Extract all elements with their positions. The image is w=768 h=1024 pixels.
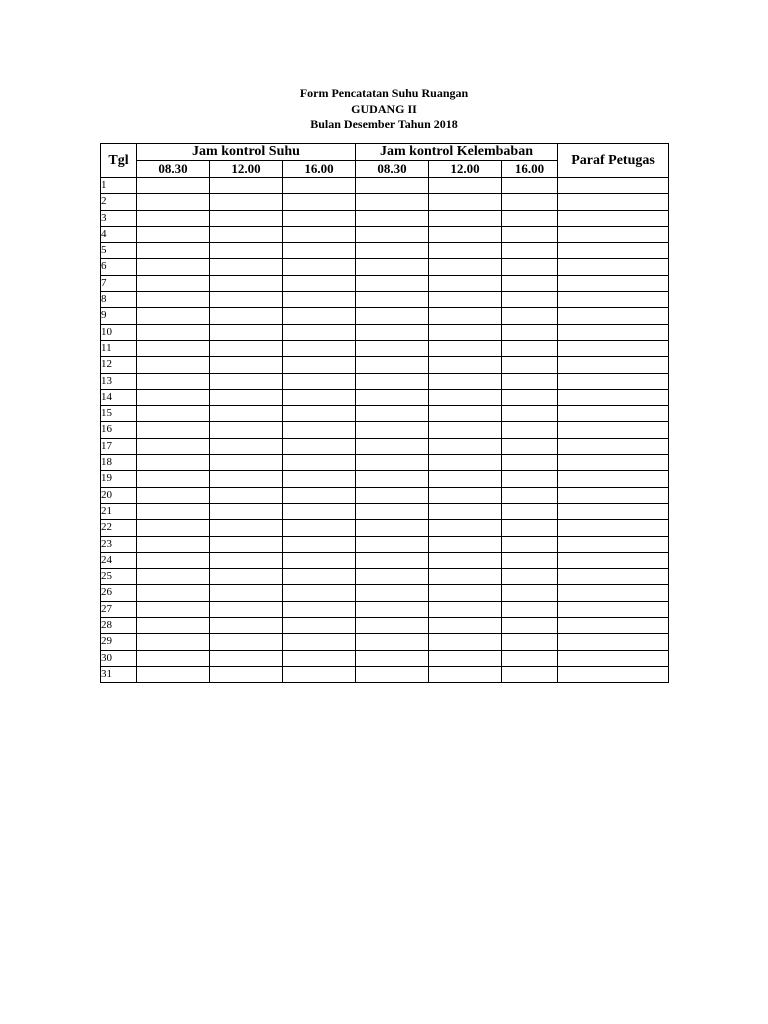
reading-cell xyxy=(502,503,558,519)
reading-cell xyxy=(356,503,429,519)
date-cell: 16 xyxy=(101,422,137,438)
reading-cell xyxy=(356,618,429,634)
reading-cell xyxy=(502,357,558,373)
reading-cell xyxy=(137,650,210,666)
reading-cell xyxy=(210,569,283,585)
reading-cell xyxy=(356,471,429,487)
reading-cell xyxy=(502,178,558,194)
reading-cell xyxy=(137,292,210,308)
reading-cell xyxy=(502,471,558,487)
reading-cell xyxy=(137,259,210,275)
table-row xyxy=(101,324,669,340)
reading-cell xyxy=(429,324,502,340)
reading-cell xyxy=(210,552,283,568)
reading-cell xyxy=(283,340,356,356)
reading-cell xyxy=(283,438,356,454)
reading-cell xyxy=(283,243,356,259)
table-row xyxy=(101,471,669,487)
table-row xyxy=(101,585,669,601)
reading-cell xyxy=(210,585,283,601)
date-cell: 5 xyxy=(101,243,137,259)
reading-cell xyxy=(210,601,283,617)
reading-cell xyxy=(356,487,429,503)
reading-cell xyxy=(502,292,558,308)
reading-cell xyxy=(283,389,356,405)
reading-cell xyxy=(137,666,210,682)
form-title: Form Pencatatan Suhu Ruangan xyxy=(299,86,469,100)
reading-cell xyxy=(502,324,558,340)
reading-cell xyxy=(429,585,502,601)
reading-cell xyxy=(283,552,356,568)
date-cell: 15 xyxy=(101,406,137,422)
reading-cell xyxy=(137,487,210,503)
signature-cell xyxy=(558,194,669,210)
reading-cell xyxy=(429,422,502,438)
reading-cell xyxy=(502,650,558,666)
reading-cell xyxy=(356,226,429,242)
reading-cell xyxy=(356,569,429,585)
reading-cell xyxy=(356,178,429,194)
reading-cell xyxy=(137,210,210,226)
signature-cell xyxy=(558,406,669,422)
reading-cell xyxy=(137,503,210,519)
reading-cell xyxy=(137,455,210,471)
signature-cell xyxy=(558,585,669,601)
reading-cell xyxy=(210,455,283,471)
reading-cell xyxy=(502,618,558,634)
reading-cell xyxy=(429,259,502,275)
reading-cell xyxy=(137,422,210,438)
reading-cell xyxy=(210,210,283,226)
reading-cell xyxy=(283,324,356,340)
reading-cell xyxy=(356,292,429,308)
reading-cell xyxy=(356,308,429,324)
reading-cell xyxy=(137,471,210,487)
reading-cell xyxy=(283,292,356,308)
reading-cell xyxy=(429,275,502,291)
reading-cell xyxy=(502,243,558,259)
table-row xyxy=(101,178,669,194)
reading-cell xyxy=(356,552,429,568)
reading-cell xyxy=(429,194,502,210)
table-row xyxy=(101,601,669,617)
reading-cell xyxy=(210,520,283,536)
reading-cell xyxy=(283,210,356,226)
reading-cell xyxy=(429,520,502,536)
signature-cell xyxy=(558,438,669,454)
reading-cell xyxy=(210,226,283,242)
signature-cell xyxy=(558,618,669,634)
table-row xyxy=(101,357,669,373)
reading-cell xyxy=(356,422,429,438)
reading-cell xyxy=(429,552,502,568)
date-cell: 19 xyxy=(101,471,137,487)
signature-cell xyxy=(558,536,669,552)
date-cell: 11 xyxy=(101,340,137,356)
reading-cell xyxy=(429,340,502,356)
reading-cell xyxy=(502,275,558,291)
date-cell: 22 xyxy=(101,520,137,536)
paraf-column-header: Paraf Petugas xyxy=(558,144,669,178)
table-row xyxy=(101,536,669,552)
reading-cell xyxy=(429,618,502,634)
form-location: GUDANG II xyxy=(351,101,417,116)
date-cell: 25 xyxy=(101,569,137,585)
reading-cell xyxy=(137,634,210,650)
date-cell: 21 xyxy=(101,503,137,519)
table-row xyxy=(101,389,669,405)
reading-cell xyxy=(283,601,356,617)
date-cell: 17 xyxy=(101,438,137,454)
reading-cell xyxy=(137,226,210,242)
reading-cell xyxy=(356,389,429,405)
reading-cell xyxy=(283,666,356,682)
kelembaban-time-header: 16.00 xyxy=(502,161,558,178)
reading-cell xyxy=(356,275,429,291)
table-row xyxy=(101,194,669,210)
table-row xyxy=(101,634,669,650)
table-row xyxy=(101,275,669,291)
date-cell: 14 xyxy=(101,389,137,405)
signature-cell xyxy=(558,373,669,389)
reading-cell xyxy=(283,618,356,634)
reading-cell xyxy=(283,194,356,210)
reading-cell xyxy=(502,634,558,650)
reading-cell xyxy=(356,194,429,210)
date-cell: 6 xyxy=(101,259,137,275)
signature-cell xyxy=(558,650,669,666)
reading-cell xyxy=(283,406,356,422)
date-column-header: Tgl xyxy=(101,144,137,178)
reading-cell xyxy=(137,324,210,340)
suhu-time-header: 16.00 xyxy=(283,161,356,178)
reading-cell xyxy=(356,601,429,617)
date-cell: 20 xyxy=(101,487,137,503)
reading-cell xyxy=(210,373,283,389)
reading-cell xyxy=(210,471,283,487)
reading-cell xyxy=(137,178,210,194)
reading-cell xyxy=(502,438,558,454)
reading-cell xyxy=(210,292,283,308)
table-row xyxy=(101,650,669,666)
reading-cell xyxy=(210,650,283,666)
signature-cell xyxy=(558,422,669,438)
reading-cell xyxy=(502,340,558,356)
table-row xyxy=(101,618,669,634)
reading-cell xyxy=(429,487,502,503)
signature-cell xyxy=(558,340,669,356)
reading-cell xyxy=(502,259,558,275)
recording-table xyxy=(100,143,669,683)
table-row xyxy=(101,259,669,275)
reading-cell xyxy=(429,455,502,471)
reading-cell xyxy=(429,373,502,389)
reading-cell xyxy=(210,357,283,373)
date-cell: 2 xyxy=(101,194,137,210)
suhu-time-header: 12.00 xyxy=(210,161,283,178)
reading-cell xyxy=(210,438,283,454)
reading-cell xyxy=(356,340,429,356)
reading-cell xyxy=(356,243,429,259)
signature-cell xyxy=(558,292,669,308)
reading-cell xyxy=(210,308,283,324)
reading-cell xyxy=(502,455,558,471)
table-row xyxy=(101,226,669,242)
reading-cell xyxy=(502,552,558,568)
table-row xyxy=(101,340,669,356)
reading-cell xyxy=(210,340,283,356)
reading-cell xyxy=(502,487,558,503)
reading-cell xyxy=(356,324,429,340)
reading-cell xyxy=(210,406,283,422)
reading-cell xyxy=(137,536,210,552)
reading-cell xyxy=(502,389,558,405)
date-cell: 24 xyxy=(101,552,137,568)
table-row xyxy=(101,503,669,519)
reading-cell xyxy=(356,357,429,373)
reading-cell xyxy=(429,178,502,194)
date-cell: 27 xyxy=(101,601,137,617)
signature-cell xyxy=(558,552,669,568)
signature-cell xyxy=(558,259,669,275)
date-cell: 23 xyxy=(101,536,137,552)
signature-cell xyxy=(558,243,669,259)
reading-cell xyxy=(137,275,210,291)
reading-cell xyxy=(137,618,210,634)
signature-cell xyxy=(558,275,669,291)
signature-cell xyxy=(558,520,669,536)
reading-cell xyxy=(137,438,210,454)
reading-cell xyxy=(137,585,210,601)
signature-cell xyxy=(558,487,669,503)
reading-cell xyxy=(283,585,356,601)
reading-cell xyxy=(502,666,558,682)
reading-cell xyxy=(502,406,558,422)
reading-cell xyxy=(356,455,429,471)
reading-cell xyxy=(502,585,558,601)
table-row xyxy=(101,308,669,324)
reading-cell xyxy=(137,308,210,324)
reading-cell xyxy=(283,503,356,519)
reading-cell xyxy=(429,536,502,552)
reading-cell xyxy=(283,308,356,324)
reading-cell xyxy=(137,340,210,356)
date-cell: 30 xyxy=(101,650,137,666)
table-row xyxy=(101,210,669,226)
reading-cell xyxy=(210,194,283,210)
signature-cell xyxy=(558,308,669,324)
reading-cell xyxy=(356,666,429,682)
reading-cell xyxy=(502,569,558,585)
reading-cell xyxy=(137,406,210,422)
signature-cell xyxy=(558,471,669,487)
reading-cell xyxy=(210,275,283,291)
reading-cell xyxy=(429,438,502,454)
table-row xyxy=(101,552,669,568)
signature-cell xyxy=(558,178,669,194)
reading-cell xyxy=(283,422,356,438)
signature-cell xyxy=(558,601,669,617)
date-cell: 10 xyxy=(101,324,137,340)
suhu-time-header: 08.30 xyxy=(137,161,210,178)
date-cell: 4 xyxy=(101,226,137,242)
table-row xyxy=(101,666,669,682)
reading-cell xyxy=(210,178,283,194)
reading-cell xyxy=(429,226,502,242)
reading-cell xyxy=(356,373,429,389)
reading-cell xyxy=(210,503,283,519)
table-row xyxy=(101,569,669,585)
reading-cell xyxy=(502,373,558,389)
reading-cell xyxy=(502,422,558,438)
reading-cell xyxy=(502,520,558,536)
reading-cell xyxy=(210,389,283,405)
table-row xyxy=(101,373,669,389)
reading-cell xyxy=(283,373,356,389)
reading-cell xyxy=(283,569,356,585)
reading-cell xyxy=(283,471,356,487)
reading-cell xyxy=(429,471,502,487)
signature-cell xyxy=(558,226,669,242)
reading-cell xyxy=(502,210,558,226)
suhu-group-header: Jam kontrol Suhu xyxy=(137,144,356,161)
signature-cell xyxy=(558,210,669,226)
date-cell: 29 xyxy=(101,634,137,650)
reading-cell xyxy=(210,487,283,503)
signature-cell xyxy=(558,324,669,340)
signature-cell xyxy=(558,389,669,405)
reading-cell xyxy=(429,650,502,666)
reading-cell xyxy=(356,438,429,454)
reading-cell xyxy=(429,666,502,682)
reading-cell xyxy=(137,569,210,585)
date-cell: 12 xyxy=(101,357,137,373)
reading-cell xyxy=(283,357,356,373)
date-cell: 13 xyxy=(101,373,137,389)
signature-cell xyxy=(558,455,669,471)
date-cell: 18 xyxy=(101,455,137,471)
reading-cell xyxy=(210,324,283,340)
form-header xyxy=(0,86,768,133)
reading-cell xyxy=(429,601,502,617)
reading-cell xyxy=(210,259,283,275)
reading-cell xyxy=(210,618,283,634)
signature-cell xyxy=(558,503,669,519)
reading-cell xyxy=(429,634,502,650)
table-row xyxy=(101,455,669,471)
reading-cell xyxy=(283,455,356,471)
date-cell: 8 xyxy=(101,292,137,308)
reading-cell xyxy=(210,243,283,259)
reading-cell xyxy=(210,666,283,682)
kelembaban-group-header: Jam kontrol Kelembaban xyxy=(356,144,558,161)
date-cell: 26 xyxy=(101,585,137,601)
reading-cell xyxy=(210,536,283,552)
table-row xyxy=(101,487,669,503)
table-row xyxy=(101,422,669,438)
reading-cell xyxy=(283,634,356,650)
reading-cell xyxy=(283,536,356,552)
reading-cell xyxy=(429,503,502,519)
reading-cell xyxy=(502,194,558,210)
date-cell: 3 xyxy=(101,210,137,226)
reading-cell xyxy=(137,552,210,568)
form-period: Bulan Desember Tahun 2018 xyxy=(310,117,458,131)
date-cell: 28 xyxy=(101,618,137,634)
reading-cell xyxy=(283,520,356,536)
kelembaban-time-header: 12.00 xyxy=(429,161,502,178)
table-row xyxy=(101,243,669,259)
reading-cell xyxy=(283,487,356,503)
reading-cell xyxy=(502,536,558,552)
table-row xyxy=(101,292,669,308)
signature-cell xyxy=(558,634,669,650)
reading-cell xyxy=(356,210,429,226)
reading-cell xyxy=(356,520,429,536)
reading-cell xyxy=(137,357,210,373)
reading-cell xyxy=(429,243,502,259)
reading-cell xyxy=(137,373,210,389)
reading-cell xyxy=(429,389,502,405)
reading-cell xyxy=(429,308,502,324)
reading-cell xyxy=(137,194,210,210)
reading-cell xyxy=(356,406,429,422)
reading-cell xyxy=(283,275,356,291)
date-cell: 9 xyxy=(101,308,137,324)
reading-cell xyxy=(137,601,210,617)
reading-cell xyxy=(210,422,283,438)
reading-cell xyxy=(137,389,210,405)
signature-cell xyxy=(558,569,669,585)
reading-cell xyxy=(356,585,429,601)
signature-cell xyxy=(558,666,669,682)
table-body xyxy=(101,178,669,683)
reading-cell xyxy=(502,601,558,617)
reading-cell xyxy=(356,259,429,275)
table-row xyxy=(101,406,669,422)
reading-cell xyxy=(502,226,558,242)
reading-cell xyxy=(429,406,502,422)
reading-cell xyxy=(356,634,429,650)
date-cell: 7 xyxy=(101,275,137,291)
reading-cell xyxy=(429,569,502,585)
reading-cell xyxy=(283,650,356,666)
reading-cell xyxy=(502,308,558,324)
reading-cell xyxy=(137,243,210,259)
reading-cell xyxy=(356,536,429,552)
reading-cell xyxy=(429,210,502,226)
reading-cell xyxy=(356,650,429,666)
reading-cell xyxy=(210,634,283,650)
table-row xyxy=(101,520,669,536)
reading-cell xyxy=(429,357,502,373)
reading-cell xyxy=(283,178,356,194)
date-cell: 31 xyxy=(101,666,137,682)
date-cell: 1 xyxy=(101,178,137,194)
table-row xyxy=(101,438,669,454)
kelembaban-time-header: 08.30 xyxy=(356,161,429,178)
reading-cell xyxy=(283,226,356,242)
reading-cell xyxy=(429,292,502,308)
reading-cell xyxy=(283,259,356,275)
reading-cell xyxy=(137,520,210,536)
signature-cell xyxy=(558,357,669,373)
